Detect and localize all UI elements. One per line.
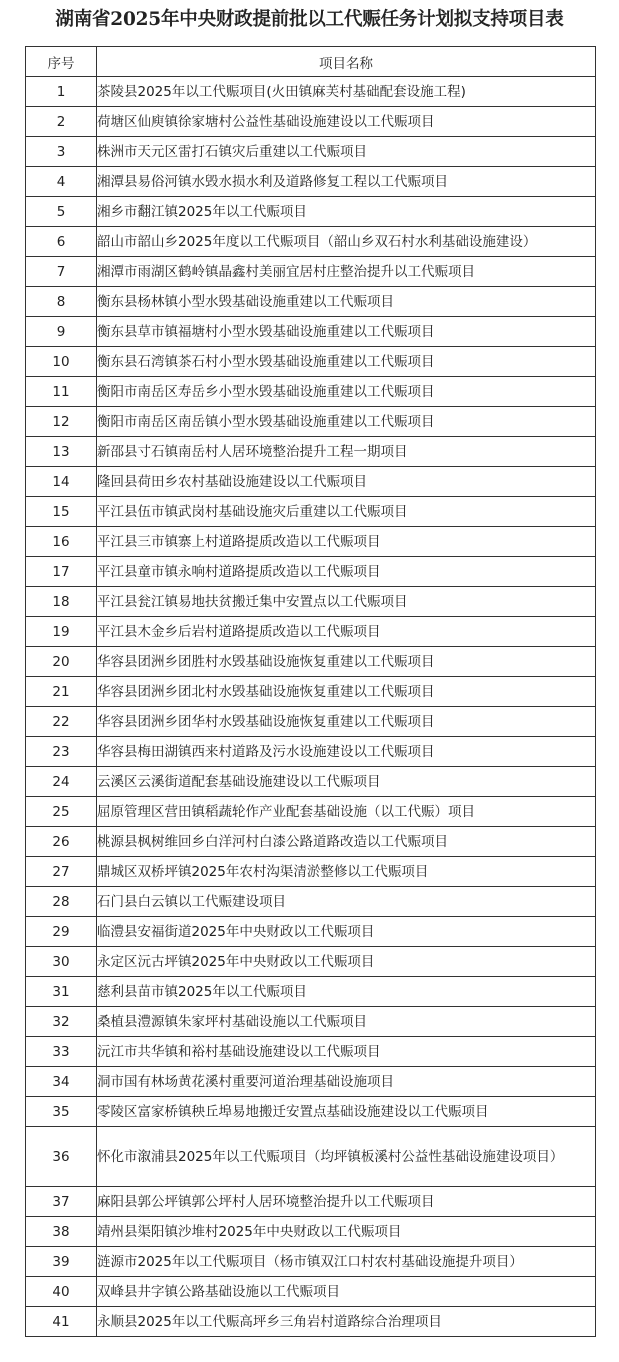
row-number: 9 bbox=[26, 317, 97, 347]
row-number: 16 bbox=[26, 527, 97, 557]
row-number: 17 bbox=[26, 557, 97, 587]
row-number: 37 bbox=[26, 1187, 97, 1217]
table-row bbox=[26, 767, 596, 797]
project-name: 华容县团洲乡团北村水毁基础设施恢复重建以工代赈项目 bbox=[97, 677, 596, 707]
table-row bbox=[26, 167, 596, 197]
row-number: 6 bbox=[26, 227, 97, 257]
row-number: 33 bbox=[26, 1037, 97, 1067]
row-number: 36 bbox=[26, 1127, 97, 1187]
project-name: 华容县团洲乡团胜村水毁基础设施恢复重建以工代赈项目 bbox=[97, 647, 596, 677]
project-name: 怀化市溆浦县2025年以工代赈项目（均坪镇板溪村公益性基础设施建设项目） bbox=[97, 1127, 596, 1187]
table-row bbox=[26, 977, 596, 1007]
table-row bbox=[26, 197, 596, 227]
row-number: 13 bbox=[26, 437, 97, 467]
table-row bbox=[26, 707, 596, 737]
table-row bbox=[26, 917, 596, 947]
project-table bbox=[25, 46, 596, 1337]
table-row bbox=[26, 1067, 596, 1097]
project-name: 韶山市韶山乡2025年度以工代赈项目（韶山乡双石村水利基础设施建设） bbox=[97, 227, 596, 257]
table-row bbox=[26, 107, 596, 137]
row-number: 5 bbox=[26, 197, 97, 227]
project-name: 衡阳市南岳区寿岳乡小型水毁基础设施重建以工代赈项目 bbox=[97, 377, 596, 407]
project-name: 衡东县草市镇福塘村小型水毁基础设施重建以工代赈项目 bbox=[97, 317, 596, 347]
project-name: 沅江市共华镇和裕村基础设施建设以工代赈项目 bbox=[97, 1037, 596, 1067]
project-name: 洞市国有林场黄花溪村重要河道治理基础设施项目 bbox=[97, 1067, 596, 1097]
table-row bbox=[26, 827, 596, 857]
table-row bbox=[26, 1187, 596, 1217]
project-name: 慈利县苗市镇2025年以工代赈项目 bbox=[97, 977, 596, 1007]
project-name: 隆回县荷田乡农村基础设施建设以工代赈项目 bbox=[97, 467, 596, 497]
table-row bbox=[26, 407, 596, 437]
row-number: 28 bbox=[26, 887, 97, 917]
project-name: 株洲市天元区雷打石镇灾后重建以工代赈项目 bbox=[97, 137, 596, 167]
table-header-row bbox=[26, 47, 596, 77]
table-row bbox=[26, 737, 596, 767]
row-number: 11 bbox=[26, 377, 97, 407]
row-number: 25 bbox=[26, 797, 97, 827]
row-number: 22 bbox=[26, 707, 97, 737]
project-name: 湘潭市雨湖区鹤岭镇晶鑫村美丽宜居村庄整治提升以工代赈项目 bbox=[97, 257, 596, 287]
project-name: 衡东县杨林镇小型水毁基础设施重建以工代赈项目 bbox=[97, 287, 596, 317]
table-row bbox=[26, 677, 596, 707]
project-name: 新邵县寸石镇南岳村人居环境整治提升工程一期项目 bbox=[97, 437, 596, 467]
row-number: 20 bbox=[26, 647, 97, 677]
row-number: 12 bbox=[26, 407, 97, 437]
table-row bbox=[26, 227, 596, 257]
column-header-no: 序号 bbox=[26, 47, 97, 77]
project-name: 鼎城区双桥坪镇2025年农村沟渠清淤整修以工代赈项目 bbox=[97, 857, 596, 887]
project-name: 湘潭县易俗河镇水毁水损水利及道路修复工程以工代赈项目 bbox=[97, 167, 596, 197]
row-number: 10 bbox=[26, 347, 97, 377]
project-name: 麻阳县郭公坪镇郭公坪村人居环境整治提升以工代赈项目 bbox=[97, 1187, 596, 1217]
row-number: 21 bbox=[26, 677, 97, 707]
row-number: 18 bbox=[26, 587, 97, 617]
table-row bbox=[26, 647, 596, 677]
row-number: 24 bbox=[26, 767, 97, 797]
project-name: 衡东县石湾镇茶石村小型水毁基础设施重建以工代赈项目 bbox=[97, 347, 596, 377]
table-row bbox=[26, 1277, 596, 1307]
project-name: 云溪区云溪街道配套基础设施建设以工代赈项目 bbox=[97, 767, 596, 797]
row-number: 38 bbox=[26, 1217, 97, 1247]
table-row bbox=[26, 347, 596, 377]
project-name: 桑植县澧源镇朱家坪村基础设施以工代赈项目 bbox=[97, 1007, 596, 1037]
row-number: 40 bbox=[26, 1277, 97, 1307]
table-row bbox=[26, 617, 596, 647]
project-name: 华容县团洲乡团华村水毁基础设施恢复重建以工代赈项目 bbox=[97, 707, 596, 737]
row-number: 7 bbox=[26, 257, 97, 287]
table-row bbox=[26, 857, 596, 887]
table-row bbox=[26, 137, 596, 167]
table-row bbox=[26, 1247, 596, 1277]
table-row bbox=[26, 437, 596, 467]
row-number: 35 bbox=[26, 1097, 97, 1127]
project-name: 屈原管理区营田镇稻蔬轮作产业配套基础设施（以工代赈）项目 bbox=[97, 797, 596, 827]
table-row bbox=[26, 467, 596, 497]
table-row bbox=[26, 257, 596, 287]
table-row bbox=[26, 527, 596, 557]
row-number: 39 bbox=[26, 1247, 97, 1277]
table-row bbox=[26, 287, 596, 317]
row-number: 30 bbox=[26, 947, 97, 977]
row-number: 14 bbox=[26, 467, 97, 497]
project-name: 平江县三市镇寨上村道路提质改造以工代赈项目 bbox=[97, 527, 596, 557]
table-row bbox=[26, 887, 596, 917]
project-name: 零陵区富家桥镇秧丘埠易地搬迁安置点基础设施建设以工代赈项目 bbox=[97, 1097, 596, 1127]
project-name: 石门县白云镇以工代赈建设项目 bbox=[97, 887, 596, 917]
table-row bbox=[26, 77, 596, 107]
table-row bbox=[26, 1217, 596, 1247]
project-name: 涟源市2025年以工代赈项目（杨市镇双江口村农村基础设施提升项目） bbox=[97, 1247, 596, 1277]
project-name: 茶陵县2025年以工代赈项目(火田镇麻芙村基础配套设施工程) bbox=[97, 77, 596, 107]
project-name: 双峰县井字镇公路基础设施以工代赈项目 bbox=[97, 1277, 596, 1307]
project-name: 湘乡市翻江镇2025年以工代赈项目 bbox=[97, 197, 596, 227]
table-row bbox=[26, 797, 596, 827]
project-name: 永定区沅古坪镇2025年中央财政以工代赈项目 bbox=[97, 947, 596, 977]
project-name: 永顺县2025年以工代赈高坪乡三角岩村道路综合治理项目 bbox=[97, 1307, 596, 1337]
page-title: 湖南省2025年中央财政提前批以工代赈任务计划拟支持项目表 bbox=[55, 9, 564, 30]
row-number: 19 bbox=[26, 617, 97, 647]
project-name: 平江县伍市镇武岗村基础设施灾后重建以工代赈项目 bbox=[97, 497, 596, 527]
table-row bbox=[26, 1127, 596, 1187]
table-row bbox=[26, 557, 596, 587]
row-number: 41 bbox=[26, 1307, 97, 1337]
table-row bbox=[26, 1097, 596, 1127]
table-row bbox=[26, 587, 596, 617]
project-name: 衡阳市南岳区南岳镇小型水毁基础设施重建以工代赈项目 bbox=[97, 407, 596, 437]
row-number: 27 bbox=[26, 857, 97, 887]
project-name: 平江县童市镇永响村道路提质改造以工代赈项目 bbox=[97, 557, 596, 587]
project-name: 华容县梅田湖镇西来村道路及污水设施建设以工代赈项目 bbox=[97, 737, 596, 767]
table-row bbox=[26, 947, 596, 977]
column-header-name: 项目名称 bbox=[97, 47, 596, 77]
project-name: 平江县瓮江镇易地扶贫搬迁集中安置点以工代赈项目 bbox=[97, 587, 596, 617]
table-row bbox=[26, 377, 596, 407]
table-row bbox=[26, 497, 596, 527]
project-name: 靖州县渠阳镇沙堆村2025年中央财政以工代赈项目 bbox=[97, 1217, 596, 1247]
table-row bbox=[26, 317, 596, 347]
row-number: 29 bbox=[26, 917, 97, 947]
row-number: 8 bbox=[26, 287, 97, 317]
row-number: 4 bbox=[26, 167, 97, 197]
row-number: 31 bbox=[26, 977, 97, 1007]
project-name: 桃源县枫树维回乡白洋河村白漆公路道路改造以工代赈项目 bbox=[97, 827, 596, 857]
row-number: 32 bbox=[26, 1007, 97, 1037]
row-number: 2 bbox=[26, 107, 97, 137]
row-number: 15 bbox=[26, 497, 97, 527]
project-name: 临澧县安福街道2025年中央财政以工代赈项目 bbox=[97, 917, 596, 947]
row-number: 23 bbox=[26, 737, 97, 767]
row-number: 34 bbox=[26, 1067, 97, 1097]
project-name: 平江县木金乡后岩村道路提质改造以工代赈项目 bbox=[97, 617, 596, 647]
row-number: 1 bbox=[26, 77, 97, 107]
row-number: 26 bbox=[26, 827, 97, 857]
project-name: 荷塘区仙庾镇徐家塘村公益性基础设施建设以工代赈项目 bbox=[97, 107, 596, 137]
table-row bbox=[26, 1307, 596, 1337]
table-row bbox=[26, 1037, 596, 1067]
table-row bbox=[26, 1007, 596, 1037]
row-number: 3 bbox=[26, 137, 97, 167]
